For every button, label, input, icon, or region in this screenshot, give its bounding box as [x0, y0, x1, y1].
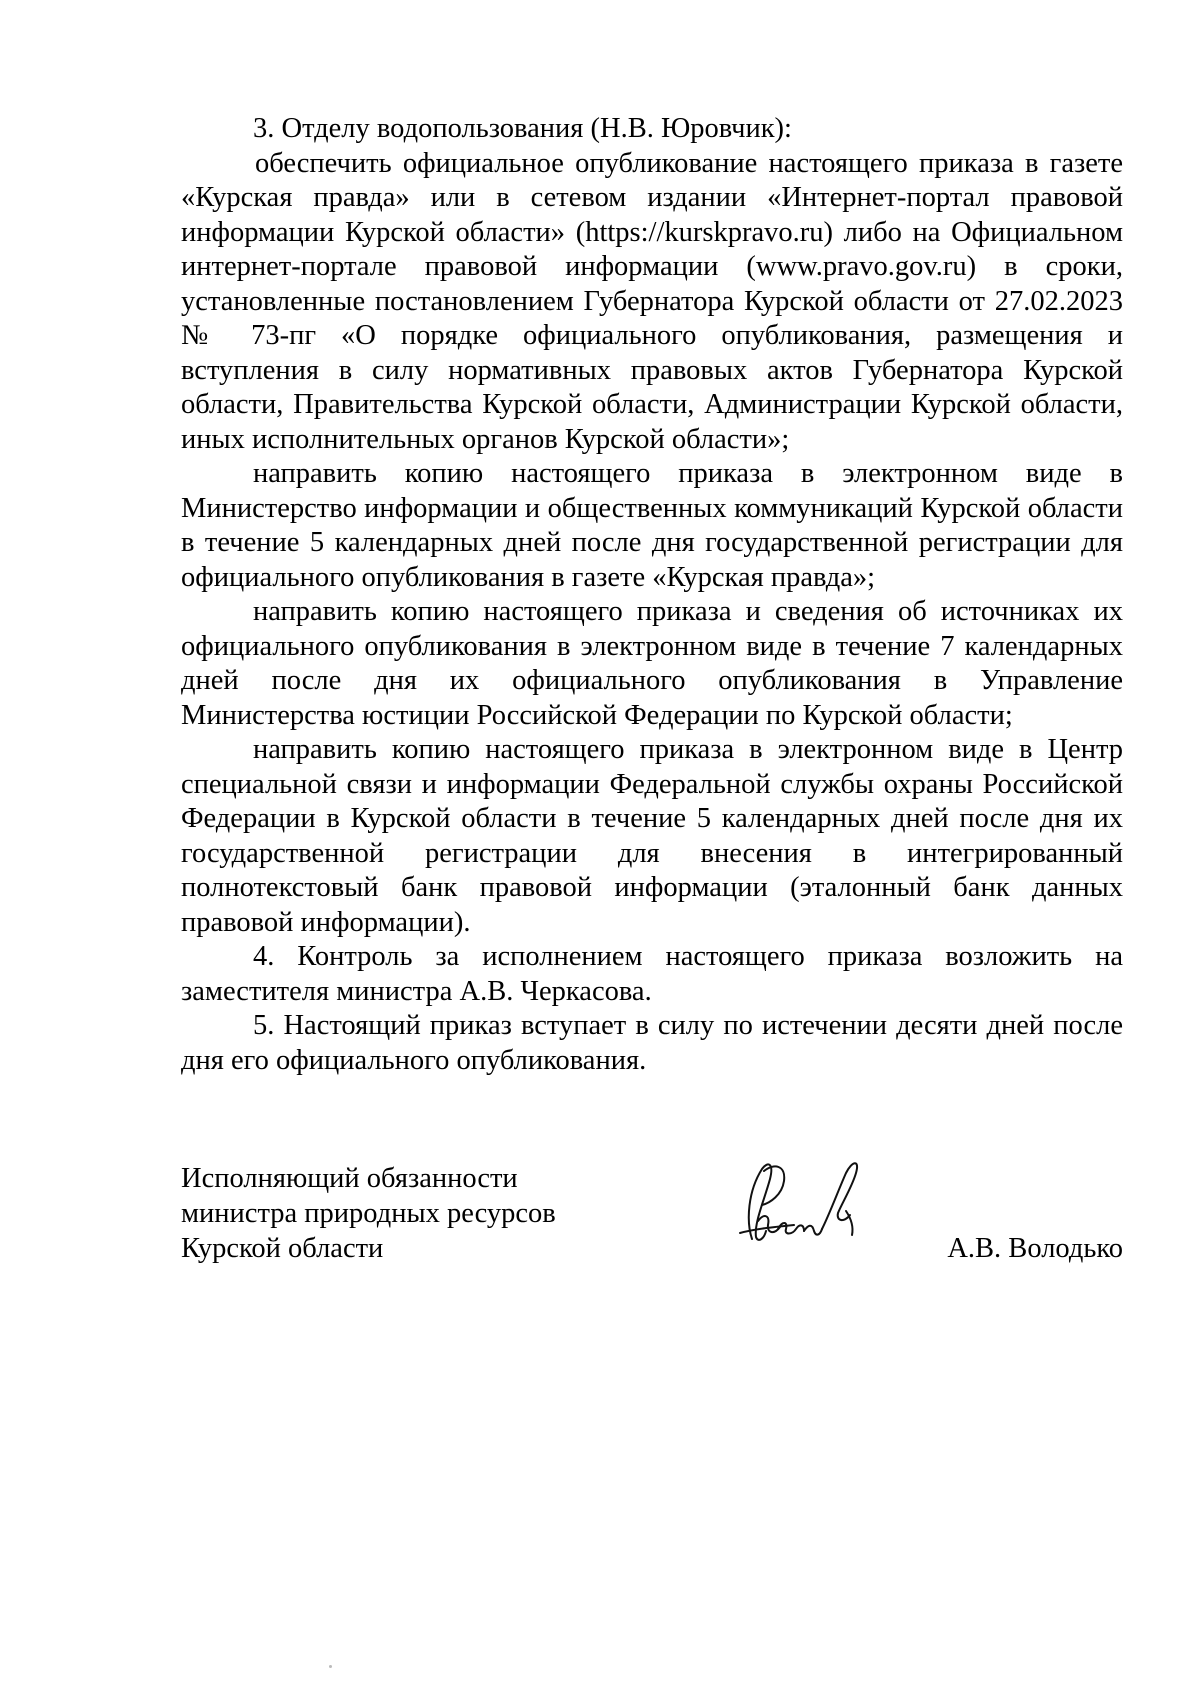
signatory-position-line: министра природных ресурсов — [181, 1198, 556, 1229]
scan-speck — [329, 1665, 332, 1668]
paragraph-send-ministry-information: направить копию настоящего приказа в электронном виде в Министерство информации и общественных коммуникаций Курской области в течение 5 календарных дней после дня государственной регистрации для официального опубликования в газете «Курская правда»; — [181, 458, 1123, 593]
paragraph-item-3-heading: 3. Отделу водопользования (Н.В. Юровчик): — [253, 113, 792, 144]
signatory-position-line: Исполняющий обязанности — [181, 1163, 518, 1194]
document-body — [181, 112, 1123, 1078]
paragraph-item-5-entry-into-force: 5. Настоящий приказ вступает в силу по истечении десяти дней после дня его официального опубликования. — [181, 1010, 1123, 1076]
paragraph-send-special-communications-center: направить копию настоящего приказа в электронном виде в Центр специальной связи и информации Федеральной службы охраны Российской Федерации в Курской области в течение 5 календарных дней после дня их государственной регистрации для внесения в интегрированный полнотекстовый банк правовой информации (эталонный банк данных правовой информации). — [181, 734, 1123, 938]
signature-block — [181, 1161, 1123, 1281]
signatory-position-line: Курской области — [181, 1233, 384, 1264]
paragraph-send-ministry-justice: направить копию настоящего приказа и сведения об источниках их официального опубликования в электронном виде в течение 7 календарных дней после дня их официального опубликования в Управление Министерства юстиции Российской Федерации по Курской области; — [181, 596, 1123, 731]
signatory-name: А.В. Володько — [947, 1233, 1123, 1264]
handwritten-signature — [734, 1151, 879, 1251]
paragraph-item-4-control: 4. Контроль за исполнением настоящего приказа возложить на заместителя министра А.В. Черкасова. — [181, 941, 1123, 1007]
signatory-position — [181, 1161, 556, 1266]
paragraph-publication: обеспечить официальное опубликование настоящего приказа в газете «Курская правда» или в сетевом издании «Интернет-портал правовой информации Курской области» (https://kurskpravo.ru) либо на Официальном интернет-портале правовой информации (www.pravo.gov.ru) в сроки, установленные постановлением Губернатора Курской области от 27.02.2023 № 73-пг «О порядке официального опубликования, размещения и вступления в силу нормативных правовых актов Губернатора Курской области, Правительства Курской области, Администрации Курской области, иных исполнительных органов Курской области»; — [181, 147, 1123, 455]
